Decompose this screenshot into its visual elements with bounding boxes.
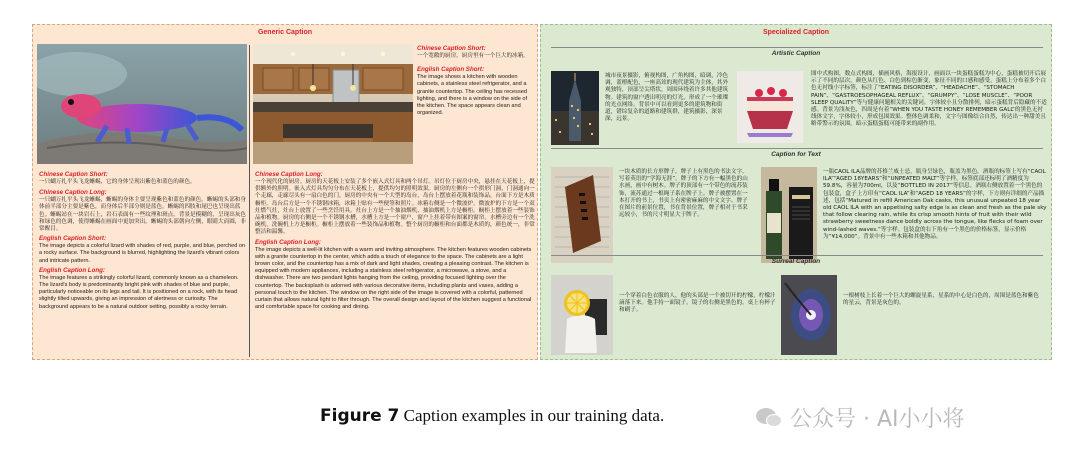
kitchen-en-short-label: English Caption Short: <box>417 66 485 74</box>
text-caption-1: 一块木质的长方形牌子，牌子上有黑色的书法文字，写着英语的“学海无涯”。牌子的下方有一幅黑色的山水画，画中有树木。牌子的顶部有一个带色的流苏装饰，流苏通过一根绳子系在牌子上。牌子被摆置在一本打开的书上，书页上有密密麻麻的中文文字。牌子在图片的前景位置，书在背景位置，牌子相对于书采远较小，书的尺寸明显大于牌子。 <box>619 169 748 219</box>
figure-caption-text: Caption examples in our training data. <box>403 406 665 425</box>
watermark-text: 公众号 · AI小小将 <box>790 407 965 432</box>
surreal-text-1: 一个穿着白色衣服的人，他的头部是一个被切开的柠檬，柠檬汁滴落下来。他手持一面镜子，镜子的右侧是黑色的。桌上有杯子和刷子。 <box>619 293 776 314</box>
specialized-caption-title: Specialized Caption <box>762 29 830 36</box>
kitchen-zh-long-text: 一个现代化的厨房。厨房的天花板上安装了多个嵌入式灯具和两个吊灯。吊灯位于厨房中央，悬挂在天花板上，提供额外的照明。嵌入式灯具均匀分布在天花板上，提供均匀的照明效果。厨房的左侧有一个拱形门洞，门洞通向一个走廊，走廊尽头有一扇白色的门。厨房的中央有一个大型的岛台，岛台上摆放着花瓶和装饰品，台面下方是木质橱柜。岛台后方是一个不锈钢冰箱，冰箱上贴有一些便签和照片。冰箱右侧是一个微波炉，微波炉的下方是一个双灶燃气灶，灶台上放置了一些烹饪用具。灶台上方是一个抽油烟机，抽油烟机上方是橱柜。橱柜上摆放着一些装饰品和植物。厨房的右侧是一个不锈钢水槽，水槽上方是一个窗户，窗户上挂着带有图案的窗帘。水槽旁边有一个洗碗机，洗碗机上方是橱柜。橱柜上摆放着一些装饰品和植物。整个厨房的橱柜和台面都是木质的，颜色统一，非常整洁和温馨。 <box>255 179 535 236</box>
artistic-caption-title: Artistic Caption <box>771 50 821 57</box>
whisky-bottle-illustration <box>761 167 817 263</box>
kitchen-zh-short-text: 一个宽敞的厨房，厨房里有一个巨大的冰箱。 <box>417 53 529 59</box>
lizard-image <box>37 44 247 164</box>
lizard-en-short-label: English Caption Short: <box>39 235 107 243</box>
kitchen-en-long-label: English Caption Long: <box>255 238 321 246</box>
lizard-en-long-label: English Caption Long: <box>39 266 105 274</box>
lizard-zh-short-label: Chinese Caption Short: <box>39 171 108 178</box>
kitchen-long-captions <box>255 171 535 311</box>
kitchen-en-long-text: The image depicts a well-lit kitchen with a warm and inviting atmosphere. The kitchen features wooden cabinets with a granite countertop in the center, which adds a touch of elegance to the space. The cabinets are a light brown color, and the countertop has a mix of dark and light shades, creating a pleasing contrast. The kitchen is equipped with modern appliances, including a stainless steel refrigerator, a microwave, a stove, and a dishwasher. There are two pendant lights hanging from the ceiling, providing focused lighting over the countertop. The backsplash is adorned with various decorative items, including plants and vases, adding a personal touch to the kitchen. The window on the right side of the image is covered with a colorful, patterned curtain that allows natural light to filter through. The overall design and layout of the kitchen suggest a functional and comfortable space for cooking and dining. <box>255 246 532 311</box>
kitchen-short-captions <box>417 45 535 117</box>
kitchen-illustration <box>253 44 413 164</box>
kitchen-zh-short-label: Chinese Caption Short: <box>417 45 486 52</box>
cake-poster-illustration <box>737 71 803 143</box>
galaxy-branch-image <box>781 275 837 355</box>
wooden-plaque-illustration <box>551 167 613 263</box>
lizard-captions <box>39 171 247 311</box>
kitchen-zh-long-label: Chinese Caption Long: <box>255 171 323 178</box>
wechat-icon <box>756 406 784 430</box>
lizard-zh-long-text: 一只蝴万扎平头飞龙蜥蜴，蜥蜴的身体主要呈现紫色和蓝色的颜色。蜥蜴的头部和身体前半部分主要是紫色，而身体后半部分则是蓝色。蜥蜴的四肢和尾巴也呈现出蓝色。蜥蜴站在一块岩石上，岩石表面有一些纹理和斑点。背景是模糊的，呈现出灰色和绿色的色调，使得蜥蜴在画面中更加突出。蜥蜴的头部朝向左侧，眼睛大而圆，非常醒目。 <box>39 197 246 233</box>
text-section-rule <box>551 148 1043 149</box>
surreal-caption-title: Surreal Caption <box>771 258 821 265</box>
caption-for-text-title: Caption for Text <box>771 151 821 158</box>
city-night-illustration <box>551 71 599 145</box>
whisky-bottle-image <box>761 167 817 263</box>
galaxy-branch-illustration <box>781 275 837 355</box>
generic-caption-panel <box>32 24 538 360</box>
surreal-text-2: 一根树枝上长着一个巨大的螺旋星系，星系的中心是白色的，周围是蓝色和紫色的星云，背景是灰色的。 <box>843 293 1039 307</box>
lizard-en-short-text: The image depicts a colorful lizard with shades of red, purple, and blue, perched on a rocky surface. The background is blurred, highlighting the lizard's vibrant colors and intricate pattern. <box>39 243 246 264</box>
artistic-text-2: 图中式构图，数点式构图，插画风格，海报设计，画面以一块蛋糕蛋糕为中心，蛋糕被切开后展示了不同的层次，颜色从红色、白色到棕色渐变，象征不同的口感和感受。蛋糕上分布着多个白色无衬线小字标签，标注了“EATING DISORDER”、“HEADACHE”、“STOMACH PAIN”、“GASTROESOPHAGEAL REFLUX”、“GRUMPY”、“LOSE MUSCLE”、“POOR SLEEP QUALITY”等与健康问题相关的关键词。字体较小且分散排列，暗示蛋糕背后隐藏的不适感。背景为浅灰色，四周是有着“WHEN YOU TASTE HONEY REMEMBER GALL”的黑色无衬线体文字，字体较小，形成包围效果。整体色调柔和，文字与图像结合自然，传达出一种甜美且略带警示的氛围，暗示蛋糕蛋糕可能带来的副作用。 <box>811 71 1047 128</box>
lizard-zh-long-label: Chinese Caption Long: <box>39 189 107 197</box>
figure-caption <box>320 406 820 426</box>
specialized-caption-panel <box>540 24 1052 360</box>
kitchen-en-short-text: The image shows a kitchen with wooden cabinets, a stainless steel refrigerator, and a granite countertop. The ceiling has recessed lighting, and there is a window on the side of the kitchen. The space appears clean and organized. <box>417 74 528 117</box>
lemon-head-image <box>551 275 613 355</box>
lizard-illustration <box>37 44 247 164</box>
figure-number: Figure 7 <box>320 406 400 426</box>
kitchen-image <box>253 44 413 164</box>
generic-caption-title: Generic Caption <box>257 29 313 36</box>
lizard-zh-short-text: 一只蝴万扎平头飞龙蜥蜴，它的身体呈现出紫色和蓝色的颜色。 <box>39 179 196 185</box>
wooden-plaque-image <box>551 167 613 263</box>
lemon-head-illustration <box>551 275 613 355</box>
generic-column-divider <box>249 45 250 357</box>
artistic-rule <box>551 47 1043 48</box>
watermark <box>756 402 965 433</box>
artistic-text-1: 城市夜景摄影，俯视构图，广角构图，暗调，冷色调，蓝橙配色，一座高耸的现代建筑为主体，其外观独特，顶部呈尖塔状，周围环绕着许多其他建筑物。建筑的窗户透出明亮的灯光，形成了一个璀璨的光点网络。背景中可以看到更多的建筑物和街道，错综复杂的道路和建筑群，建筑摄影，深景深，远景。 <box>605 73 729 123</box>
cake-poster-image <box>737 71 803 143</box>
surreal-rule <box>551 255 1043 256</box>
city-night-image <box>551 71 599 145</box>
lizard-en-long-text: The image features a strikingly colorful lizard, commonly known as a chameleon. The lizard's body is predominantly bright pink with shades of blue and purple, particularly noticeable on its legs and tail. It is positioned on a rock, with its head slightly tilted upwards, giving an impression of alertness or curiosity. The background appears to be a natural outdoor setting, possibly a rocky terrain. <box>39 274 239 310</box>
text-caption-2: 一瓶CAOL ILA品牌的苏格兰威士忌，瓶身呈绿色，瓶盖为黑色。酒瓶的标签上写有“CAOL ILA”“AGED 18YEARS”和“UNPEATED MALT”等字样，标签底部还标明了酒精度为59.8%，容量为700ml，以及“BOTTLED IN 2017”等信息。酒瓶右侧放置着一个黑色的包装盒，盒子上方印有“CAOL ILA”和“AGED 18 YEARS”的字样，下方则有详细的产品描述，包括“Matured in refill American Oak casks, this unusual unpeated 18 year old CAOL ILA with an appetising salty edge is as clean and fresh as the pale sky that follow clearing rain, while its crisp smooth hints of fruit with their wild strawberry sweetness dance boldly across the tongue, like flecks of foam over wind-lashed waves.”等字样。包装盒的右下角有一个黑色的价格标签，显示价格为“¥14,000”。背景中有一些木箱和其他物品。 <box>823 169 1047 240</box>
